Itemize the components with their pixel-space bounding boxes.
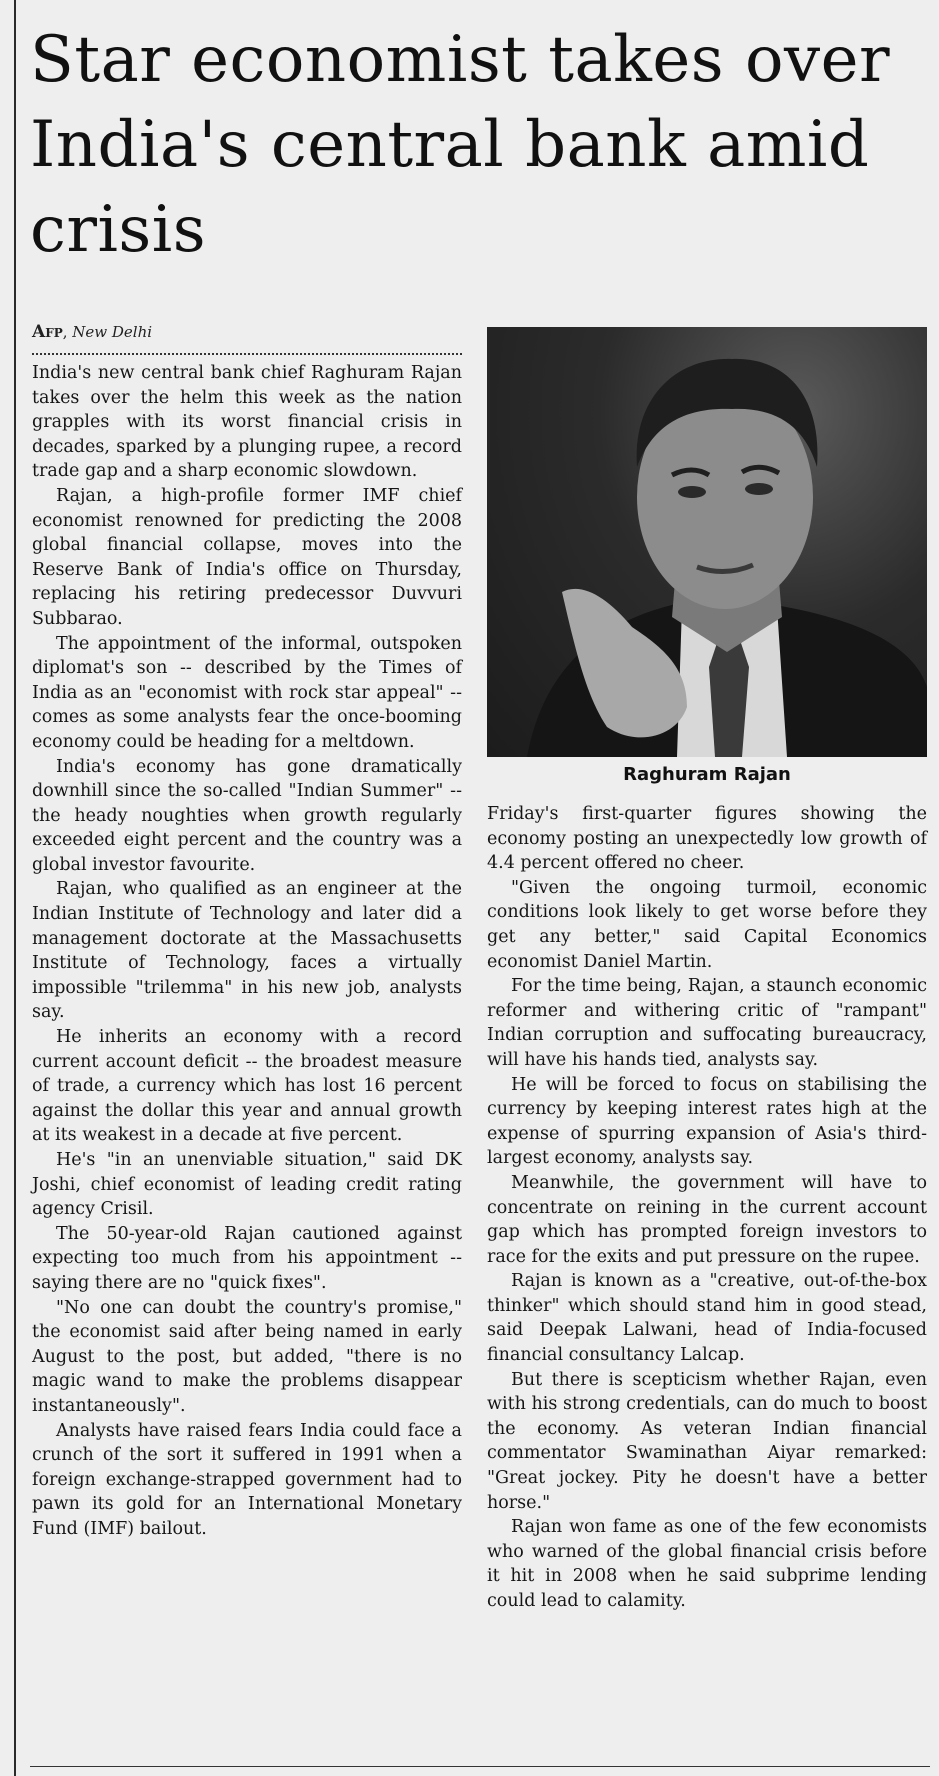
paragraph: The 50-year-old Rajan cautioned against expecting too much from his appointment -- saying there are no "quick fixes". <box>32 1223 462 1293</box>
portrait-photo <box>487 327 927 757</box>
paragraph: India's new central bank chief Raghuram Rajan takes over the helm this week as the nation grapples with its worst financial crisis in decades, sparked by a plunging rupee, a record trade gap and a sharp economic slowdown. <box>32 363 462 482</box>
paragraph: Rajan, a high-profile former IMF chief economist renowned for predicting the 2008 global financial collapse, moves into the Reserve Bank of India's office on Thursday, replacing his retiring predecessor Duvvuri Subbarao. <box>32 485 462 629</box>
bottom-rule <box>30 1766 930 1767</box>
left-column-rule <box>14 0 16 1776</box>
paragraph: But there is scepticism whether Rajan, even with his strong credentials, can do much to boost the economy. As veteran Indian financial commentator Swaminathan Aiyar remarked: "Great jockey. Pity he doesn't have a better horse." <box>487 1369 927 1513</box>
paragraph: Friday's first-quarter figures showing the economy posting an unexpectedly low growth of 4.4 percent offered no cheer. <box>487 804 927 874</box>
paragraph: Rajan won fame as one of the few economists who warned of the global financial crisis before it hit in 2008 when he said subprime lending could lead to calamity. <box>487 1517 927 1611</box>
dotted-separator <box>32 353 462 355</box>
agency-name: Afp <box>32 322 63 342</box>
paragraph: He's "in an unenviable situation," said DK Joshi, chief economist of leading credit rating agency Crisil. <box>32 1150 462 1220</box>
paragraph: Analysts have raised fears India could face a crunch of the sort it suffered in 1991 when a foreign exchange-strapped government had to pawn its gold for an International Monetary Fund (IMF) bailout. <box>32 1420 462 1539</box>
article-column-left <box>32 361 462 1542</box>
dateline: Afp, New Delhi <box>32 322 153 342</box>
paragraph: He inherits an economy with a record current account deficit -- the broadest measure of trade, a currency which has lost 16 percent against the dollar this year and annual growth at its weakest in a decade at five percent. <box>32 1027 462 1146</box>
dateline-city: New Delhi <box>72 323 153 341</box>
portrait-illustration <box>487 327 927 757</box>
photo-caption: Raghuram Rajan <box>623 764 791 785</box>
paragraph: He will be forced to focus on stabilising the currency by keeping interest rates high at the expense of spurring expansion of Asia's third-largest economy, analysts say. <box>487 1074 927 1169</box>
paragraph: Rajan, who qualified as an engineer at the Indian Institute of Technology and later did a management doctorate at the Massachusetts Institute of Technology, faces a virtually impossible "trilemma" in his new job, analysts say. <box>32 879 462 1023</box>
paragraph: Rajan is known as a "creative, out-of-the-box thinker" which should stand him in good stead, said Deepak Lalwani, head of India-focused financial consultancy Lalcap. <box>487 1271 927 1366</box>
paragraph: "No one can doubt the country's promise," the economist said after being named in early August to the post, but added, "there is no magic wand to make the problems disappear instantaneously". <box>32 1297 462 1416</box>
paragraph: India's economy has gone dramatically downhill since the so-called "Indian Summer" -- the heady noughties when growth regularly exceeded eight percent and the country was a global investor favourite. <box>32 756 462 875</box>
paragraph: Meanwhile, the government will have to concentrate on reining in the current account gap which has prompted foreign investors to race for the exits and put pressure on the rupee. <box>487 1172 927 1267</box>
paragraph: The appointment of the informal, outspoken diplomat's son -- described by the Times of India as an "economist with rock star appeal" -- comes as some analysts fear the once-booming economy could be heading for a meltdown. <box>32 633 462 752</box>
paragraph: "Given the ongoing turmoil, economic conditions look likely to get worse before they get any better," said Capital Economics economist Daniel Martin. <box>487 877 927 972</box>
headline: Star economist takes over India's central bank amid crisis <box>30 23 891 267</box>
paragraph: For the time being, Rajan, a staunch economic reformer and withering critic of "rampant" Indian corruption and suffocating bureaucracy, will have his hands tied, analysts say. <box>487 976 927 1070</box>
article-column-right <box>487 802 927 1614</box>
